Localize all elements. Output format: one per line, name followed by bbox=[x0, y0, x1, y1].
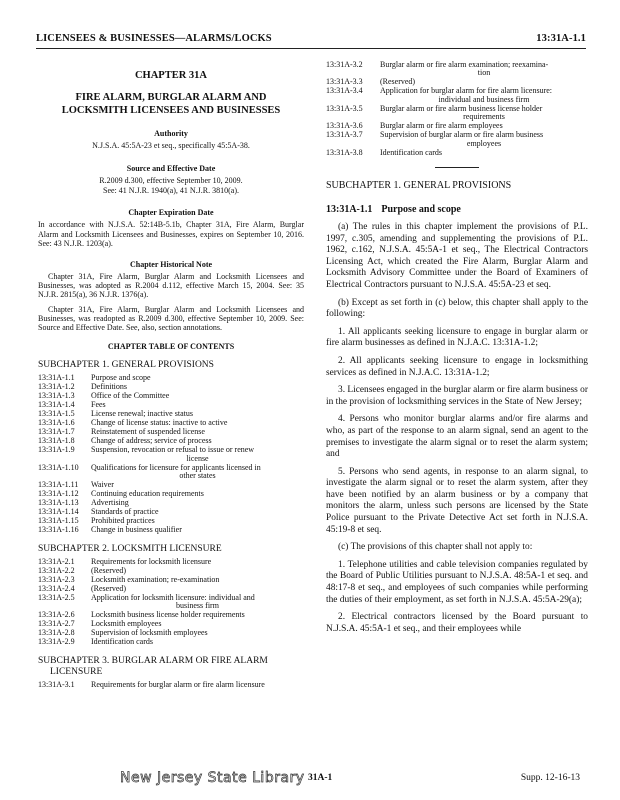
toc-entry-title bbox=[380, 149, 588, 158]
history-paragraph-2: Chapter 31A, Fire Alarm, Burglar Alarm and Locksmith Licensees and Businesses, was readopted as R.2009 d.300, effective September 10, 2009. See: Source and Effective Date. See, also, section annotations. bbox=[38, 304, 304, 333]
toc-entry-title-line: Supervision of locksmith employees bbox=[91, 628, 208, 638]
body-paragraph: (c) The provisions of this chapter shall not apply to: bbox=[338, 542, 533, 553]
toc-heading: CHAPTER TABLE OF CONTENTS bbox=[107, 342, 235, 352]
header-title: LICENSEES & BUSINESSES—ALARMS/LOCKS bbox=[36, 33, 272, 44]
toc-entry bbox=[38, 594, 304, 611]
toc-entry-title-line: Advertising bbox=[91, 498, 129, 508]
body-paragraph: 2. Electrical contractors licensed by the Board pursuant to N.J.S.A. 45:5A-1 et seq., and their employees while bbox=[326, 612, 588, 634]
page-number: 31A-1 bbox=[308, 773, 333, 783]
toc-entry-number: 13:31A-3.2 bbox=[326, 59, 363, 69]
toc-entry-title-line: Definitions bbox=[91, 382, 127, 392]
toc-subchapter-3-title-line-1: SUBCHAPTER 3. BURGLAR ALARM OR FIRE ALARM bbox=[38, 655, 268, 666]
toc-entry-title-line: Locksmith examination; re-examination bbox=[91, 574, 220, 584]
source-line-2: See: 41 N.J.R. 1940(a), 41 N.J.R. 3810(a). bbox=[103, 185, 239, 195]
toc-subchapter-3-title bbox=[38, 656, 304, 678]
toc-entry-title bbox=[91, 446, 304, 463]
header-rule bbox=[36, 48, 586, 49]
toc-entry-number: 13:31A-1.13 bbox=[38, 498, 79, 508]
toc-entry-title-line: Burglar alarm or fire alarm employees bbox=[380, 121, 503, 130]
toc-entry bbox=[38, 446, 304, 463]
toc-entry-number: 13:31A-3.8 bbox=[326, 147, 363, 157]
section-body bbox=[326, 222, 588, 635]
body-paragraph: 2. All applicants seeking licensure to engage in locksmithing services as defined in N.J.A.C. 13:31A-1.2; bbox=[326, 355, 588, 378]
toc-entry-title-line: Change of license status: inactive to active bbox=[91, 418, 228, 428]
toc-entry-title-line: Locksmith business license holder requirements bbox=[91, 610, 245, 620]
toc-entry-title-line: Continuing education requirements bbox=[91, 489, 204, 499]
source-line-1: R.2009 d.300, effective September 10, 2009. bbox=[99, 175, 243, 185]
toc-entry-number: 13:31A-2.8 bbox=[38, 628, 75, 638]
toc-entry-title-line: Office of the Committee bbox=[91, 391, 170, 401]
toc-entry-number: 13:31A-1.5 bbox=[38, 409, 75, 419]
toc-entry bbox=[38, 392, 304, 401]
toc-entry-title-line: Change in business qualifier bbox=[91, 525, 182, 535]
toc-entry-number: 13:31A-3.6 bbox=[326, 121, 363, 130]
history-paragraph-1: Chapter 31A, Fire Alarm, Burglar Alarm and Locksmith Licensees and Businesses, was adopted as R.2004 d.112, effective March 15, 2004. See: 35 N.J.R. 2815(a), 36 N.J.R. 1376(a). bbox=[38, 272, 304, 300]
toc-entry-number: 13:31A-1.10 bbox=[38, 462, 79, 472]
toc-entry-number: 13:31A-3.3 bbox=[326, 77, 363, 86]
toc-entry-title-line: Purpose and scope bbox=[91, 373, 151, 383]
toc-entry-title-line: Requirements for locksmith licensure bbox=[91, 556, 212, 566]
supplement-date: Supp. 12-16-13 bbox=[520, 773, 580, 783]
section-title: Purpose and scope bbox=[381, 204, 461, 215]
toc-entry-number: 13:31A-1.14 bbox=[38, 507, 79, 517]
toc-entry bbox=[38, 638, 304, 647]
section-number: 13:31A-1.1 bbox=[326, 204, 373, 215]
toc-entry-title-line: Locksmith employees bbox=[91, 619, 162, 629]
toc-entry-number: 13:31A-1.8 bbox=[38, 436, 75, 446]
toc-entry bbox=[38, 526, 304, 535]
toc-entry-number: 13:31A-1.12 bbox=[38, 489, 79, 499]
left-column bbox=[38, 60, 304, 689]
toc-entry-title bbox=[380, 105, 588, 122]
body-paragraph: 1. All applicants seeking licensure to engage in burglar alarm or fire alarm businesses as defined in N.J.A.C. 13:31A-1.2; bbox=[326, 326, 588, 349]
header-section-number: 13:31A-1.1 bbox=[536, 33, 586, 44]
toc-entry-number: 13:31A-2.3 bbox=[38, 574, 75, 584]
authority-text: N.J.S.A. 45:5A-23 et seq., specifically 45:5A-38. bbox=[92, 141, 250, 150]
toc-entry-number: 13:31A-2.2 bbox=[38, 565, 75, 575]
toc-entry-number: 13:31A-1.11 bbox=[38, 480, 79, 490]
toc-entry-title-line: Supervision of burglar alarm or fire alarm business bbox=[380, 130, 544, 139]
toc-entry-title-line: Requirements for burglar alarm or fire alarm licensure bbox=[91, 679, 265, 689]
toc-entry-title-line: Identification cards bbox=[91, 637, 153, 647]
toc-entry-title-line: Waiver bbox=[91, 480, 114, 490]
toc-entry bbox=[326, 131, 588, 148]
toc-entry-number: 13:31A-3.1 bbox=[38, 679, 75, 689]
toc-entry-title-line: License renewal; inactive status bbox=[91, 409, 193, 419]
toc-entry-title-line: Qualifications for licensure for applicants licensed in bbox=[91, 462, 261, 472]
toc-entry-title-continuation: requirements bbox=[463, 112, 505, 121]
toc-entry-title-line: Reinstatement of suspended license bbox=[91, 427, 205, 437]
toc-subchapter-3-title-line-2: LICENSURE bbox=[50, 666, 103, 677]
toc-entry bbox=[38, 374, 304, 383]
toc-entry-title bbox=[380, 61, 588, 78]
library-watermark: New Jersey State Library bbox=[120, 770, 305, 786]
subchapter-heading: SUBCHAPTER 1. GENERAL PROVISIONS bbox=[326, 180, 512, 191]
toc-entry-title-continuation: individual and business firm bbox=[438, 94, 530, 104]
toc-entry-title bbox=[91, 594, 304, 611]
page-footer bbox=[0, 770, 620, 790]
toc-end-rule bbox=[435, 167, 479, 168]
toc-entry-number: 13:31A-1.3 bbox=[38, 391, 75, 401]
toc-entry-title-line: (Reserved) bbox=[91, 583, 127, 593]
toc-entry-title-line: Change of address; service of process bbox=[91, 436, 212, 446]
toc-entry bbox=[38, 611, 304, 620]
authority-heading: Authority bbox=[154, 129, 188, 138]
toc-entry bbox=[38, 383, 304, 392]
toc-entry bbox=[326, 61, 588, 78]
toc-subchapter-2 bbox=[38, 558, 304, 647]
toc-entry-title bbox=[91, 526, 304, 535]
toc-subchapter-1-title: SUBCHAPTER 1. GENERAL PROVISIONS bbox=[38, 360, 214, 371]
body-paragraph: 1. Telephone utilities and cable television companies regulated by the Board of Public Utilities pursuant to N.J.S.A. 48:5A-1 et seq. and 48:17-8 et seq., and employees of such companies while performing the duties of their employment, as set forth in N.J.S.A. 45:5A-29(a); bbox=[326, 559, 588, 605]
toc-entry-title-line: Application for burglar alarm for fire alarm licensure: bbox=[380, 86, 553, 95]
toc-entry-number: 13:31A-3.4 bbox=[326, 86, 363, 95]
source-heading: Source and Effective Date bbox=[126, 163, 216, 173]
toc-entry-number: 13:31A-1.7 bbox=[38, 427, 75, 437]
running-header bbox=[36, 33, 586, 49]
toc-entry-title-line: Suspension, revocation or refusal to issue or renew bbox=[91, 445, 255, 455]
toc-entry bbox=[326, 87, 588, 104]
toc-entry-number: 13:31A-2.7 bbox=[38, 619, 75, 629]
toc-entry-number: 13:31A-2.1 bbox=[38, 556, 75, 566]
toc-entry-title-line: (Reserved) bbox=[91, 565, 127, 575]
toc-entry-title bbox=[91, 638, 304, 647]
toc-subchapter-3 bbox=[38, 681, 304, 690]
toc-entry-title-continuation: employees bbox=[466, 138, 502, 148]
toc-entry-number: 13:31A-3.7 bbox=[326, 130, 363, 139]
body-paragraph: 5. Persons who send agents, in response to an alarm signal, to investigate the alarm signal or to reset the alarm system, after they have been notified by an alarm business or by a company that monitors the alarm, unless such persons are licensed by the State Police pursuant to the Private Detective Act set forth in N.J.S.A. 45:19-8 et seq. bbox=[326, 466, 588, 535]
toc-entry-title bbox=[380, 131, 588, 148]
body-paragraph: 4. Persons who monitor burglar alarms and/or fire alarms and who, as part of the response to an alarm signal, send an agent to the premises to investigate the alarm signal or to reset the alarm system; and bbox=[326, 414, 588, 460]
toc-entry-number: 13:31A-1.15 bbox=[38, 516, 79, 526]
toc-entry-title bbox=[91, 392, 304, 401]
toc-entry-title-line: Standards of practice bbox=[91, 507, 159, 517]
toc-subchapter-3-continued bbox=[326, 61, 588, 158]
right-column bbox=[326, 60, 588, 635]
body-paragraph: (a) The rules in this chapter implement the provisions of P.L. 1997, c.305, amending and supplementing the provisions of P.L. 1962, c.162, N.J.S.A. 45:5A-1 et seq., The Electrical Contractors Licensing Act, which created the Fire Alarm, Burglar Alarm and Locksmith Advisory Committee under the Board of Examiners of Electrical Contractors pursuant to N.J.S.A. 45:5A-23 et seq. bbox=[326, 222, 588, 290]
toc-entry-title bbox=[91, 464, 304, 481]
toc-entry-number: 13:31A-2.6 bbox=[38, 610, 75, 620]
section-heading bbox=[326, 204, 588, 215]
toc-entry-title bbox=[91, 681, 304, 690]
toc-entry-title-line: Fees bbox=[91, 400, 106, 410]
toc-entry-number: 13:31A-1.6 bbox=[38, 418, 75, 428]
body-paragraph: 3. Licensees engaged in the burglar alarm or fire alarm business or in the provision of locksmithing services in the State of New Jersey; bbox=[326, 385, 588, 407]
toc-entry-title-line: Burglar alarm or fire alarm examination; reexamina- bbox=[380, 59, 549, 69]
toc-entry-number: 13:31A-2.9 bbox=[38, 637, 75, 647]
toc-entry-title-continuation: tion bbox=[477, 68, 491, 77]
toc-entry bbox=[326, 149, 588, 158]
toc-subchapter-2-title: SUBCHAPTER 2. LOCKSMITH LICENSURE bbox=[38, 543, 222, 554]
toc-entry-number: 13:31A-1.16 bbox=[38, 525, 79, 535]
toc-entry-number: 13:31A-1.1 bbox=[38, 373, 75, 383]
toc-entry-number: 13:31A-2.5 bbox=[38, 592, 75, 602]
expiration-heading: Chapter Expiration Date bbox=[128, 208, 214, 218]
toc-entry bbox=[38, 558, 304, 567]
toc-entry-title-continuation: license bbox=[186, 453, 209, 463]
toc-entry-title-line: Prohibited practices bbox=[91, 516, 155, 526]
toc-entry bbox=[38, 629, 304, 638]
toc-entry-title-line: Burglar alarm or fire alarm business license holder bbox=[380, 103, 543, 113]
toc-entry-title-line: Application for locksmith licensure: individual and bbox=[91, 592, 255, 602]
chapter-name: FIRE ALARM, BURGLAR ALARM AND LOCKSMITH LICENSEES AND BUSINESSES bbox=[61, 92, 281, 116]
toc-entry-number: 13:31A-1.4 bbox=[38, 400, 75, 410]
body-paragraph: (b) Except as set forth in (c) below, this chapter shall apply to the following: bbox=[326, 297, 588, 320]
toc-entry bbox=[38, 681, 304, 690]
toc-entry-title bbox=[380, 87, 588, 104]
toc-subchapter-1 bbox=[38, 374, 304, 535]
toc-entry-number: 13:31A-1.2 bbox=[38, 382, 75, 392]
history-heading: Chapter Historical Note bbox=[129, 260, 213, 269]
toc-entry-title-continuation: business firm bbox=[176, 601, 219, 611]
toc-entry-number: 13:31A-2.4 bbox=[38, 583, 75, 593]
toc-entry bbox=[38, 464, 304, 481]
toc-entry-title-line: (Reserved) bbox=[380, 77, 416, 86]
chapter-title: CHAPTER 31A bbox=[134, 70, 208, 81]
toc-entry bbox=[326, 105, 588, 122]
expiration-text: In accordance with N.J.S.A. 52:14B-5.1b, Chapter 31A, Fire Alarm, Burglar Alarm and Locksmith Licensees and Businesses, expires on September 10, 2016. See: 43 N.J.R. 1203(a). bbox=[38, 220, 304, 248]
toc-entry-title-continuation: other states bbox=[179, 471, 216, 481]
toc-entry bbox=[38, 576, 304, 585]
toc-entry-title-line: Identification cards bbox=[380, 147, 442, 157]
toc-entry-number: 13:31A-1.9 bbox=[38, 445, 75, 455]
toc-entry-number: 13:31A-3.5 bbox=[326, 103, 363, 113]
